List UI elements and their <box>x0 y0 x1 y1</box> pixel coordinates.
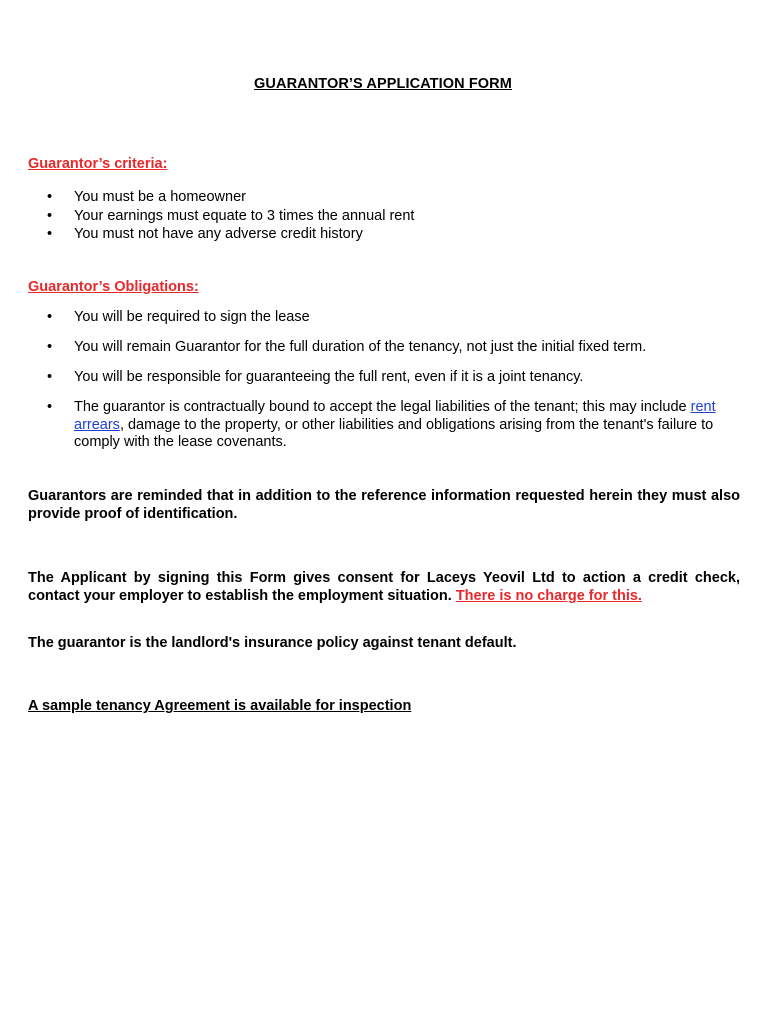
bullet-icon: • <box>47 189 53 205</box>
obligation-item-text: The guarantor is contractually bound to accept the legal liabilities of the tenant; this may include <box>74 399 691 415</box>
obligation-item-text: You will be responsible for guaranteeing the full rent, even if it is a joint tenancy. <box>74 369 584 385</box>
criteria-list <box>28 189 740 245</box>
sample-agreement-note <box>28 697 740 715</box>
obligation-item-text: You will be required to sign the lease <box>74 309 310 325</box>
reminder-paragraph: Guarantors are reminded that in addition to the reference information requested herein they must also provide proof of identification. <box>28 488 740 522</box>
bullet-icon: • <box>47 339 53 355</box>
page-title: GUARANTOR’S APPLICATION FORM <box>254 76 512 92</box>
criteria-item-text: You must not have any adverse credit history <box>74 226 363 242</box>
bullet-icon: • <box>47 399 53 415</box>
list-item <box>28 208 740 226</box>
criteria-item-text: You must be a homeowner <box>74 189 246 205</box>
insurance-paragraph: The guarantor is the landlord's insurance policy against tenant default. <box>28 635 517 651</box>
list-item <box>28 339 740 357</box>
obligation-item-text: You will remain Guarantor for the full duration of the tenancy, not just the initial fixed term. <box>74 339 647 355</box>
criteria-item-text: Your earnings must equate to 3 times the annual rent <box>74 207 415 224</box>
bullet-icon: • <box>47 369 53 385</box>
no-charge-text: There is no charge for this. <box>455 588 642 604</box>
obligations-heading: Guarantor’s Obligations: <box>28 279 199 295</box>
sample-agreement-text: A sample tenancy Agreement is available for inspection <box>28 698 412 714</box>
consent-text: The Applicant by signing this Form gives consent for Laceys Yeovil Ltd to action a credit check, contact your employer to establish the employment situation. <box>28 570 740 604</box>
obligation-item-text: , damage to the property, or other liabilities and obligations arising from the tenant's failure to comply with the lease covenants. <box>74 416 714 450</box>
list-item <box>28 309 740 327</box>
bullet-icon: • <box>47 207 53 224</box>
consent-paragraph <box>28 569 740 605</box>
bullet-icon: • <box>47 226 53 242</box>
bullet-icon: • <box>47 309 53 325</box>
criteria-heading: Guarantor’s criteria: <box>28 156 168 172</box>
list-item <box>28 399 740 452</box>
list-item <box>28 189 740 207</box>
rent-arrears-link[interactable]: rent arrears <box>74 399 716 433</box>
list-item <box>28 369 740 387</box>
list-item <box>28 226 740 244</box>
obligations-list <box>28 309 740 464</box>
